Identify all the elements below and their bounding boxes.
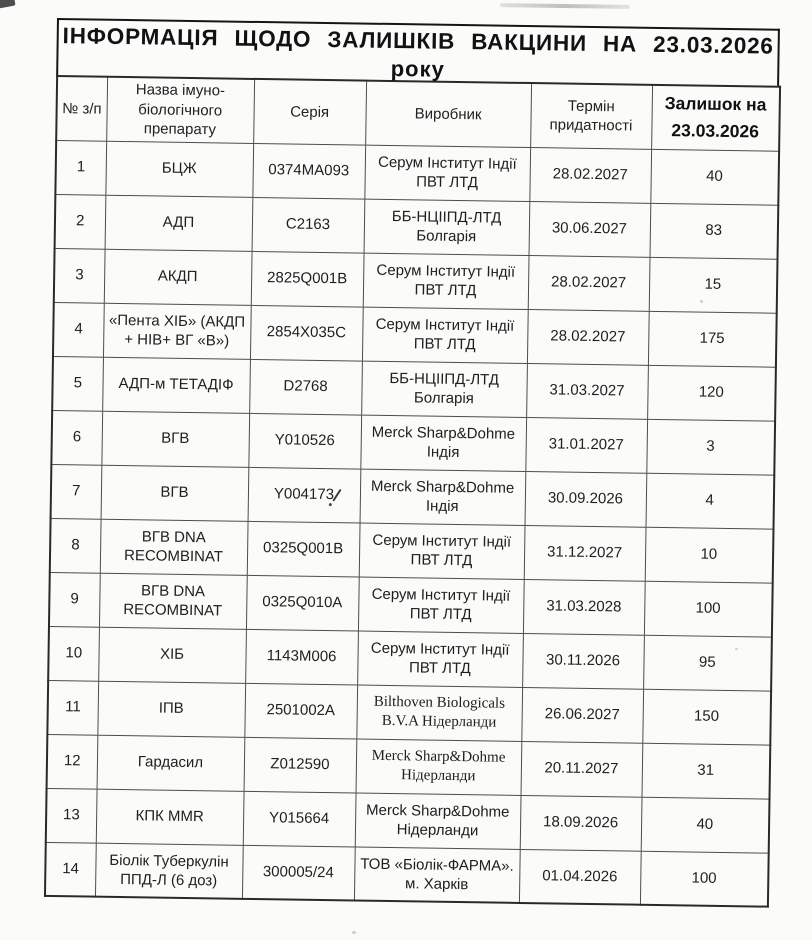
cell-expiry: 31.12.2027 bbox=[524, 525, 646, 581]
cell-expiry: 18.09.2026 bbox=[520, 795, 642, 851]
cell-series: 2854X035C bbox=[250, 305, 363, 361]
cell-num: 5 bbox=[52, 356, 103, 411]
cell-expiry: 30.06.2027 bbox=[529, 201, 651, 257]
cell-name: ВГВ DNA RECOMBINAT bbox=[100, 519, 248, 575]
cell-expiry: 30.09.2026 bbox=[525, 471, 647, 527]
cell-name: БЦЖ bbox=[105, 141, 253, 197]
cell-num: 10 bbox=[48, 626, 99, 681]
cell-series: Z012590 bbox=[244, 737, 357, 793]
cell-stock: 31 bbox=[642, 743, 771, 799]
cell-name: Біолік Туберкулін ППД-Л (6 доз) bbox=[95, 843, 243, 899]
scan-smudge bbox=[0, 0, 16, 8]
cell-name: Гардасил bbox=[97, 735, 245, 791]
header-num: № з/п bbox=[56, 76, 107, 141]
cell-manufacturer: Серум Інститут Індії ПВТ ЛТД bbox=[358, 577, 524, 633]
cell-expiry: 30.11.2026 bbox=[522, 633, 644, 689]
cell-series: 300005/24 bbox=[242, 845, 355, 901]
cell-num: 2 bbox=[55, 194, 106, 249]
cell-name: ВГВ bbox=[101, 411, 249, 467]
cell-name: АКДП bbox=[104, 249, 252, 305]
document-title-line2: року bbox=[390, 55, 446, 82]
cell-expiry: 01.04.2026 bbox=[519, 849, 641, 905]
cell-manufacturer: ББ-НЦІІПД-ЛТД Болгарія bbox=[364, 199, 530, 255]
cell-num: 8 bbox=[50, 518, 101, 573]
cell-expiry: 26.06.2027 bbox=[521, 687, 643, 743]
cell-name: АДП bbox=[105, 195, 253, 251]
cell-expiry: 20.11.2027 bbox=[521, 741, 643, 797]
cell-manufacturer: Bilthoven Biologicals B.V.A Нідерланди bbox=[356, 685, 522, 741]
cell-series: 0374MA093 bbox=[252, 143, 365, 199]
scan-streak bbox=[500, 3, 630, 9]
cell-series: 0325Q001B bbox=[247, 521, 360, 577]
cell-series: C2163 bbox=[252, 197, 365, 253]
cell-expiry: 31.03.2028 bbox=[523, 579, 645, 635]
cell-name: ВГВ DNA RECOMBINAT bbox=[99, 573, 247, 629]
cell-stock: 175 bbox=[648, 311, 777, 367]
cell-manufacturer: ТОВ «Біолік-ФАРМА». м. Харків bbox=[354, 847, 520, 903]
cell-num: 6 bbox=[51, 410, 102, 465]
document-title-line1: ІНФОРМАЦІЯ ЩОДО ЗАЛИШКІВ ВАКЦИНИ НА 23.03.2026 bbox=[62, 23, 774, 59]
cell-series: 2825Q001B bbox=[251, 251, 364, 307]
cell-stock: 15 bbox=[649, 257, 778, 313]
cell-num: 3 bbox=[54, 248, 105, 303]
cell-stock: 10 bbox=[645, 527, 774, 583]
cell-expiry: 28.02.2027 bbox=[528, 255, 650, 311]
cell-stock: 4 bbox=[646, 473, 775, 529]
cell-stock: 3 bbox=[646, 419, 775, 475]
cell-name: ІПВ bbox=[97, 681, 245, 737]
cell-num: 7 bbox=[51, 464, 102, 519]
cell-name: ХІБ bbox=[98, 627, 246, 683]
cell-manufacturer: Merck Sharp&Dohme Нідерланди bbox=[356, 739, 522, 795]
cell-manufacturer: Серум Інститут Індії ПВТ ЛТД bbox=[362, 307, 528, 363]
cell-stock: 40 bbox=[641, 797, 770, 853]
cell-series: Y010526 bbox=[248, 413, 361, 469]
header-series: Серія bbox=[253, 79, 366, 145]
cell-manufacturer: Серум Інститут Індії ПВТ ЛТД bbox=[364, 145, 530, 201]
vaccine-table-document bbox=[44, 18, 780, 908]
cell-series: 0325Q010A bbox=[246, 575, 359, 631]
cell-num: 14 bbox=[45, 842, 96, 897]
header-expiry: Термін придатності bbox=[530, 83, 652, 149]
cell-stock: 83 bbox=[650, 203, 779, 259]
cell-num: 11 bbox=[47, 680, 98, 735]
scan-speck bbox=[352, 931, 356, 934]
cell-num: 13 bbox=[46, 788, 97, 843]
cell-stock: 150 bbox=[642, 689, 771, 745]
document-title bbox=[56, 18, 780, 86]
cell-series: Y015664 bbox=[243, 791, 356, 847]
cell-manufacturer: Merck Sharp&Dohme Індія bbox=[360, 415, 526, 471]
cell-expiry: 31.03.2027 bbox=[526, 363, 648, 419]
cell-expiry: 28.02.2027 bbox=[527, 309, 649, 365]
header-manufacturer: Виробник bbox=[365, 81, 531, 147]
cell-series: D2768 bbox=[249, 359, 362, 415]
cell-manufacturer: ББ-НЦІІПД-ЛТД Болгарія bbox=[361, 361, 527, 417]
cell-name: КПК MMR bbox=[96, 789, 244, 845]
cell-stock: 100 bbox=[644, 581, 773, 637]
cell-expiry: 31.01.2027 bbox=[525, 417, 647, 473]
table-header-row bbox=[56, 76, 780, 151]
cell-num: 4 bbox=[53, 302, 104, 357]
cell-stock: 95 bbox=[643, 635, 772, 691]
header-name: Назва імуно- біологічного препарату bbox=[106, 77, 254, 143]
cell-stock: 120 bbox=[647, 365, 776, 421]
cell-series: 2501002A bbox=[244, 683, 357, 739]
vaccine-table bbox=[44, 75, 781, 908]
cell-series: Y004173 bbox=[248, 467, 361, 523]
cell-expiry: 28.02.2027 bbox=[529, 147, 651, 203]
cell-manufacturer: Серум Інститут Індії ПВТ ЛТД bbox=[357, 631, 523, 687]
pen-mark-dot bbox=[329, 503, 332, 506]
table-row bbox=[45, 842, 769, 907]
cell-num: 12 bbox=[47, 734, 98, 789]
cell-manufacturer: Merck Sharp&Dohme Індія bbox=[360, 469, 526, 525]
cell-num: 9 bbox=[49, 572, 100, 627]
cell-manufacturer: Серум Інститут Індії ПВТ ЛТД bbox=[359, 523, 525, 579]
cell-stock: 40 bbox=[650, 149, 779, 205]
cell-num: 1 bbox=[55, 140, 106, 195]
cell-name: АДП-м ТЕТАДІФ bbox=[102, 357, 250, 413]
cell-stock: 100 bbox=[640, 851, 769, 907]
cell-manufacturer: Merck Sharp&Dohme Нідерланди bbox=[355, 793, 521, 849]
header-stock: Залишок на 23.03.2026 bbox=[651, 85, 780, 151]
cell-manufacturer: Серум Інститут Індії ПВТ ЛТД bbox=[363, 253, 529, 309]
cell-name: ВГВ bbox=[101, 465, 249, 521]
cell-series: 1143M006 bbox=[245, 629, 358, 685]
cell-name: «Пента ХІБ» (АКДП + НІВ+ ВГ «В») bbox=[103, 303, 251, 359]
